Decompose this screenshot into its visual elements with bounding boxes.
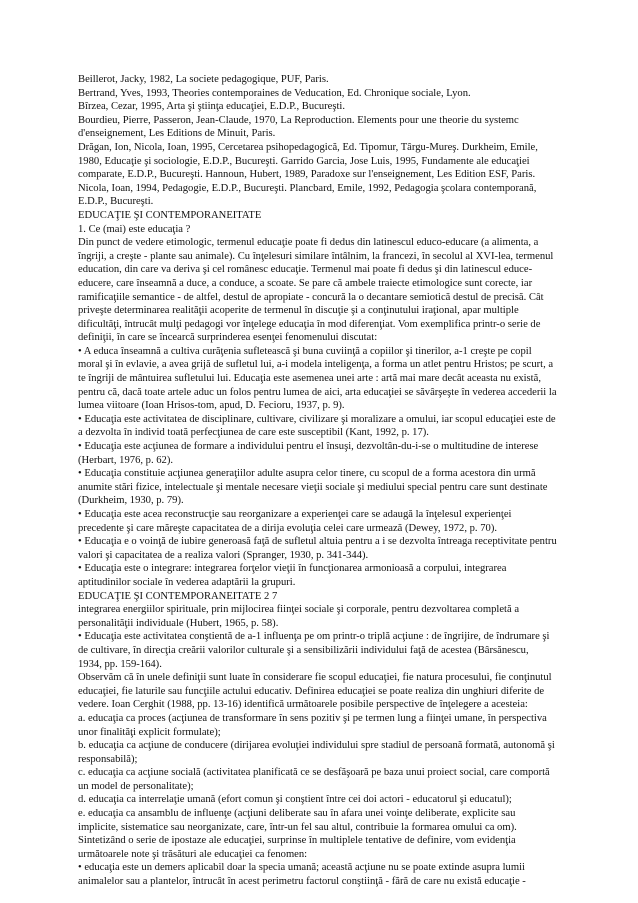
text-line: EDUCAŢIE ŞI CONTEMPORANEITATE (78, 209, 262, 221)
text-line: comparate, E.D.P., Bucureşti. Hannoun, Hubert, 1989, Paradoxe sur l'enseignement, Les Edition ESF, Paris. (78, 169, 536, 181)
text-line: Beillerot, Jacky, 1982, La societe pedagogique, PUF, Paris. (78, 74, 329, 85)
text-line: b. educaţia ca acţiune de conducere (dirijarea evoluţiei individului spre stadiul de persoană formată, autonomă şi (78, 740, 555, 752)
text-line: a dezvolta în individ toată perfecţiunea de care este susceptibil (Kant, 1992, p. 17). (78, 427, 429, 439)
text-line: te îngriji de mântuirea sufletului lui. Educaţia este asemenea unei arte : artă mai mare decât aceasta nu există, (78, 373, 541, 385)
text-line: Observăm că în unele definiţii sunt luate în considerare fie scopul educaţiei, fie natura procesului, fie conţinutul (78, 672, 552, 684)
text-line: animalelor sau a plantelor, întrucât în acest perimetru factorul conştiinţă - fără de care nu există educaţie - (78, 876, 526, 888)
text-line: moral şi în evlavie, a avea grijă de sufletul lui, a-i modela inteligenţa, a forma un atlet pentru Hristos; pe scurt, a (78, 359, 554, 371)
text-line: Sintetizând o serie de ipostaze ale educaţiei, surprinse în multiplele tentative de definire, vom evidenţia (78, 835, 516, 847)
text-line: ramificaţiile semantice - de altfel, destul de apropiate - concură la o decantare semiotică destul de precisă. Cât (78, 291, 544, 303)
text-line: următoarele note şi trăsături ale educaţiei ca fenomen: (78, 848, 308, 860)
text-line: un model de personalitate); (78, 780, 194, 792)
text-line: valori şi capacitatea de a realiza valori (Spranger, 1930, p. 341-344). (78, 549, 369, 561)
text-line: lumea viitoare (Ioan Hrisos-tom, apud, D. Fecioru, 1937, p. 9). (78, 400, 345, 412)
text-line: d'enseignement, Les Editions de Minuit, Paris. (78, 128, 276, 140)
document-page (78, 73, 568, 889)
text-line: 1980, Educaţie şi sociologie, E.D.P., Bucureşti. Garrido Garcia, Jose Luis, 1995, Fundamente ale educaţiei (78, 155, 530, 167)
text-line: unor finalităţi explicit formulate); (78, 726, 221, 738)
text-line: personalităţii individuale (Hubert, 1965, p. 58). (78, 617, 279, 629)
text-line: educere, care înseamnă a duce, a conduce, a scoate. Se pare că ambele traiecte etimologice sunt corecte, iar (78, 277, 533, 289)
text-line: precedente şi care măreşte capacitatea de a dirija evoluţia celei care urmează (Dewey, 1972, p. 70). (78, 522, 498, 534)
text-line: Drăgan, Ion, Nicola, Ioan, 1995, Cercetarea psihopedagogică, Ed. Tipomur, Târgu-Mureş. Durkheim, Emile, (78, 141, 538, 153)
text-line: aptitudinilor sociale în vederea adaptării la grupuri. (78, 576, 296, 588)
text-line: d. educaţia ca interrelaţie umană (efort comun şi conştient între cei doi actori - educatorul şi educatul); (78, 794, 512, 806)
text-line: Bourdieu, Pierre, Passeron, Jean-Claude, 1970, La Reproduction. Elements pour une theorie du systemc (78, 114, 519, 126)
text-line: E.D.P., Bucureşti. (78, 196, 154, 208)
text-line: integrarea energiilor spirituale, prin mijlocirea fiinţei sociale şi corporale, pentru dezvoltarea completă a (78, 604, 520, 616)
text-line: • Educaţia este activitatea conştientă de a-1 influenţa pe om printr-o triplă acţiune : de îngrijire, de îndrumare şi (78, 631, 550, 643)
text-line: • educaţia este un demers aplicabil doar la specia umană; această acţiune nu se poate extinde asupra lumii (78, 862, 525, 874)
text-line: definiţii, în care se încearcă surprinderea esenţei fenomenului discutat: (78, 332, 378, 344)
text-line: a. educaţia ca proces (acţiunea de transformare în sens pozitiv şi pe termen lung a fiinţei umane, în perspectiva (78, 712, 547, 724)
text-line: îngriji, a creşte - plante sau animale). Cu înţelesuri similare întâlnim, la francezi, în secolul al XVI-lea, termenul (78, 250, 554, 262)
text-line: dificultăţi, întrucât mulţi pedagogi vor înţelege educaţia în mod diferenţiat. Vom exemplifica printr-o serie de (78, 318, 541, 330)
text-line: • Educaţia este acea reconstrucţie sau reorganizare a experienţei care se adaugă la înţelesul experienţei (78, 509, 512, 520)
text-line: c. educaţia ca acţiune socială (activitatea planificată ce se desfăşoară pe baza unui proiect social, care comportă (78, 767, 550, 779)
text-line: • A educa înseamnă a cultiva curăţenia sufletească şi buna cuviinţă a copiilor şi tinerilor, a-1 creşte pe copil (78, 345, 532, 357)
text-line: • Educaţia este o integrare: integrarea forţelor vieţii în funcţionarea armonioasă a corpului, integrarea (78, 563, 507, 575)
text-line: Bîrzea, Cezar, 1995, Arta şi ştiinţa educaţiei, E.D.P., Bucureşti. (78, 101, 345, 113)
text-line: educaţiei, fie laturile sau funcţiile actului educativ. Definirea educaţiei se poate realiza din unghiuri diferite de (78, 685, 545, 697)
text-line: (Durkheim, 1930, p. 79). (78, 495, 184, 507)
text-line: vedere. Ioan Cerghit (1988, pp. 13-16) identifică următoarele posibile perspective de înţelegere a acesteia: (78, 699, 528, 711)
text-line: 1. Ce (mai) este educaţia ? (78, 223, 191, 235)
text-line: • Educaţia este activitatea de disciplinare, cultivare, civilizare şi moralizare a omului, iar scopul educaţiei este de (78, 413, 556, 425)
text-line: (Herbart, 1976, p. 62). (78, 454, 174, 466)
text-line: priveşte determinarea realităţii acoperite de termenul în discuţie şi a conţinutului iraţional, apar multiple (78, 305, 519, 317)
text-line: 1934, pp. 159-164). (78, 658, 162, 670)
text-line: pentru că, dacă toate artele aduc un folos pentru lumea de aici, arta educaţiei se săvârşeşte în vederea accederii la (78, 386, 557, 398)
text-line: education, din care va deriva şi cel românesc educaţie. Termenul mai poate fi dedus şi din latinescul educe- (78, 264, 533, 276)
text-line: Nicola, Ioan, 1994, Pedagogie, E.D.P., Bucureşti. Plancbard, Emile, 1992, Pedagogia şcolara contemporană, (78, 182, 537, 194)
text-line: • Educaţia constituie acţiunea generaţiilor adulte asupra celor tinere, cu scopul de a forma acestora din urmă (78, 468, 536, 480)
text-line: e. educaţia ca ansamblu de influenţe (acţiuni deliberate sau în afara unei voinţe deliberate, explicite sau (78, 808, 516, 820)
text-line: de cultivare, în direcţia creării valorilor culturale şi a sensibilizării individului faţă de acestea (Bârsănescu, (78, 644, 529, 656)
text-line: EDUCAŢIE ŞI CONTEMPORANEITATE 2 7 (78, 590, 278, 602)
text-line: • Educaţia este acţiunea de formare a individului pentru el însuşi, dezvoltân-du-i-se o multitudine de interese (78, 441, 539, 453)
text-line: • Educaţia e o voinţă de iubire generoasă faţă de sufletul altuia pentru a i se dezvolta întreaga receptivitate pentru (78, 536, 557, 548)
text-line: anumite stări fizice, intelectuale şi mentale necesare vieţii sociale şi mediului special pentru care sunt destinate (78, 481, 548, 493)
text-line: implicite, sistematice sau neorganizate, care, într-un fel sau altul, contribuie la formarea omului ca om). (78, 821, 517, 833)
text-line: Bertrand, Yves, 1993, Theories contemporaines de Veducation, Ed. Chronique sociale, Lyon. (78, 87, 471, 99)
text-line: responsabilă); (78, 753, 138, 765)
text-line: Din punct de vedere etimologic, termenul educaţie poate fi dedus din latinescul educo-educare (a alimenta, a (78, 237, 539, 249)
